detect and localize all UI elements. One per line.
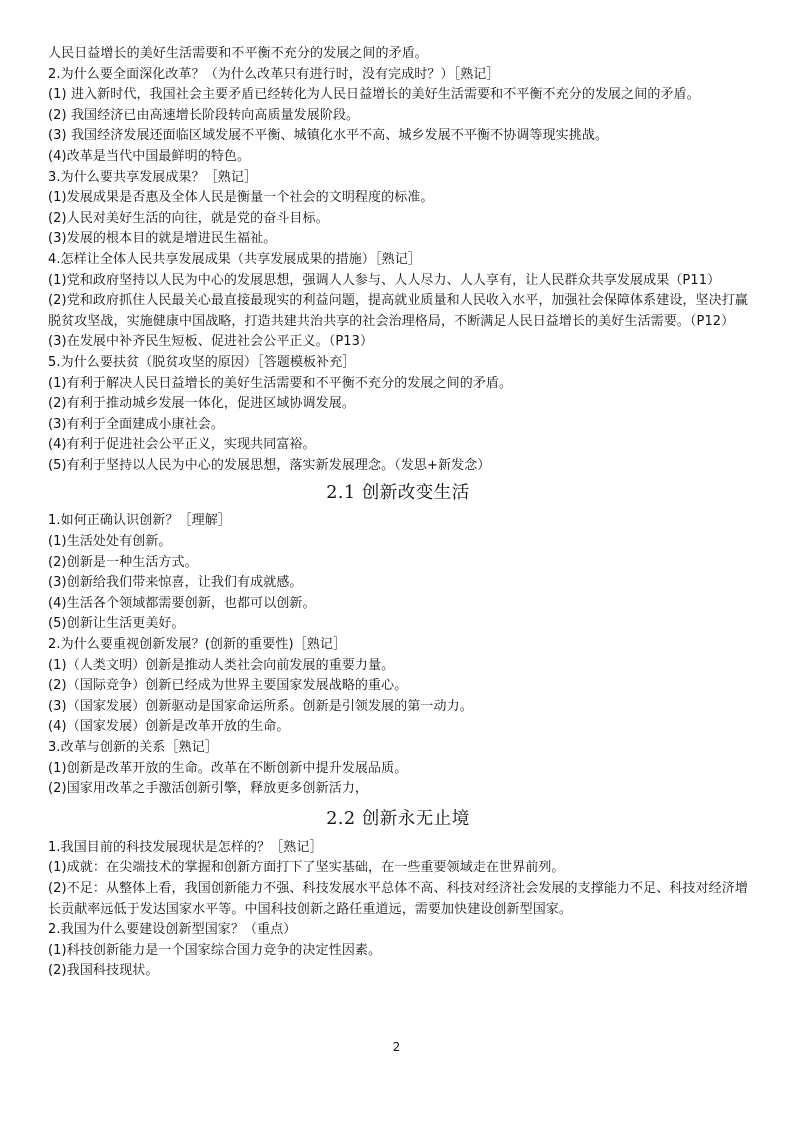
text-line: 3.改革与创新的关系［熟记］ [48, 740, 218, 755]
text-line: (5)创新让生活更美好。 [48, 616, 185, 632]
text-line: 4.怎样让全体人民共享发展成果（共享发展成果的措施）［熟记］ [48, 251, 421, 267]
text-line: (1)有利于解决人民日益增长的美好生活需要和不平衡不充分的发展之间的矛盾。 [48, 375, 513, 391]
text-line: (1)科技创新能力是一个国家综合国力竞争的决定性因素。 [48, 942, 382, 958]
text-line: (3)（国家发展）创新驱动是国家命运所系。创新是引领发展的第一动力。 [48, 698, 473, 714]
text-line: 1.如何正确认识创新？［理解］ [48, 513, 231, 529]
text-line: (2)国家用改革之手激活创新引擎，释放更多创新活力， [48, 781, 369, 797]
section-sharing-development [48, 44, 748, 476]
text-line: (3)发展的根本目的就是增进民生福祉。 [48, 231, 277, 247]
text-line: (1) 进入新时代，我国社会主要矛盾已经转化为人民日益增长的美好生活需要和不平衡不充分的发展之间的矛盾。 [48, 87, 700, 103]
text-line: 2.我国为什么要建设创新型国家？（重点） [48, 922, 297, 938]
text-line: (3)有利于全面建成小康社会。 [48, 416, 224, 432]
text-line: (4)生活各个领域都需要创新，也都可以创新。 [48, 595, 316, 611]
text-line: 3.为什么要共享发展成果？［熟记］ [48, 169, 258, 185]
text-line: (1)成就：在尖端技术的掌握和创新方面打下了坚实基础，在一些重要领域走在世界前列。 [48, 860, 565, 876]
text-line: (2)我国科技现状。 [48, 963, 159, 979]
section-innovation-never-ends [48, 838, 748, 982]
text-line: (1)（人类文明）创新是推动人类社会向前发展的重要力量。 [48, 657, 395, 673]
text-line: (1)发展成果是否惠及全体人民是衡量一个社会的文明程度的标准。 [48, 190, 434, 206]
text-line: (2)人民对美好生活的向往，就是党的奋斗目标。 [48, 210, 329, 226]
text-line: (3)创新给我们带来惊喜，让我们有成就感。 [48, 575, 303, 591]
text-line: (2)有利于推动城乡发展一体化，促进区域协调发展。 [48, 396, 355, 412]
section-heading-2-2: 2.2 创新永无止境 [326, 808, 470, 829]
text-line: (1)生活处处有创新。 [48, 534, 172, 550]
text-line: (4)有利于促进社会公平正义，实现共同富裕。 [48, 437, 316, 453]
text-line: (2)（国际竞争）创新已经成为世界主要国家发展战略的重心。 [48, 678, 408, 694]
page-number: 2 [392, 1040, 401, 1054]
section-heading-2-1: 2.1 创新改变生活 [326, 483, 470, 504]
text-line: 人民日益增长的美好生活需要和不平衡不充分的发展之间的矛盾。 [48, 46, 428, 61]
text-line: (4)改革是当代中国最鲜明的特色。 [48, 148, 251, 164]
text-line: 2.为什么要全面深化改革？（为什么改革只有进行时，没有完成时？）［熟记］ [48, 66, 500, 82]
text-line: (2)党和政府抓住人民最关心最直接最现实的利益问题，提高就业质量和人民收入水平，加强社会保障体系建设，坚决打赢脱贫攻坚战，实施健康中国战略，打造共建共治共享的社会治理格局，不断满足人民日益增长的美好生活需要。（P12） [48, 293, 748, 329]
text-line: (1)党和政府坚持以人民为中心的发展思想，强调人人参与、人人尽力、人人享有，让人民群众共享发展成果（P11） [48, 272, 721, 288]
text-line: (2)不足：从整体上看，我国创新能力不强、科技发展水平总体不高、科技对经济社会发展的支撑能力不足、科技对经济增长贡献率远低于发达国家水平等。中国科技创新之路任重道远，需要加快建设创新型国家。 [48, 880, 748, 917]
section-innovation-changes-life [48, 511, 748, 799]
text-line: (4)（国家发展）创新是改革开放的生命。 [48, 719, 290, 735]
text-line: 2.为什么要重视创新发展？(创新的重要性)［熟记］ [48, 637, 347, 653]
text-line: (1)创新是改革开放的生命。改革在不断创新中提升发展品质。 [48, 760, 408, 776]
document-page [48, 44, 748, 982]
text-line: (5)有利于坚持以人民为中心的发展思想，落实新发展理念。（发思+新发念） [48, 457, 491, 473]
text-line: (2) 我国经济已由高速增长阶段转向高质量发展阶段。 [48, 107, 360, 123]
text-line: (3) 我国经济发展还面临区域发展不平衡、城镇化水平不高、城乡发展不平衡不协调等现实挑战。 [48, 128, 609, 144]
text-line: (3)在发展中补齐民生短板、促进社会公平正义。（P13） [48, 334, 374, 350]
text-line: (2)创新是一种生活方式。 [48, 554, 198, 570]
text-line: 1.我国目前的科技发展现状是怎样的？［熟记］ [48, 839, 323, 855]
text-line: 5.为什么要扶贫（脱贫攻坚的原因）［答题模板补充］ [48, 354, 356, 370]
